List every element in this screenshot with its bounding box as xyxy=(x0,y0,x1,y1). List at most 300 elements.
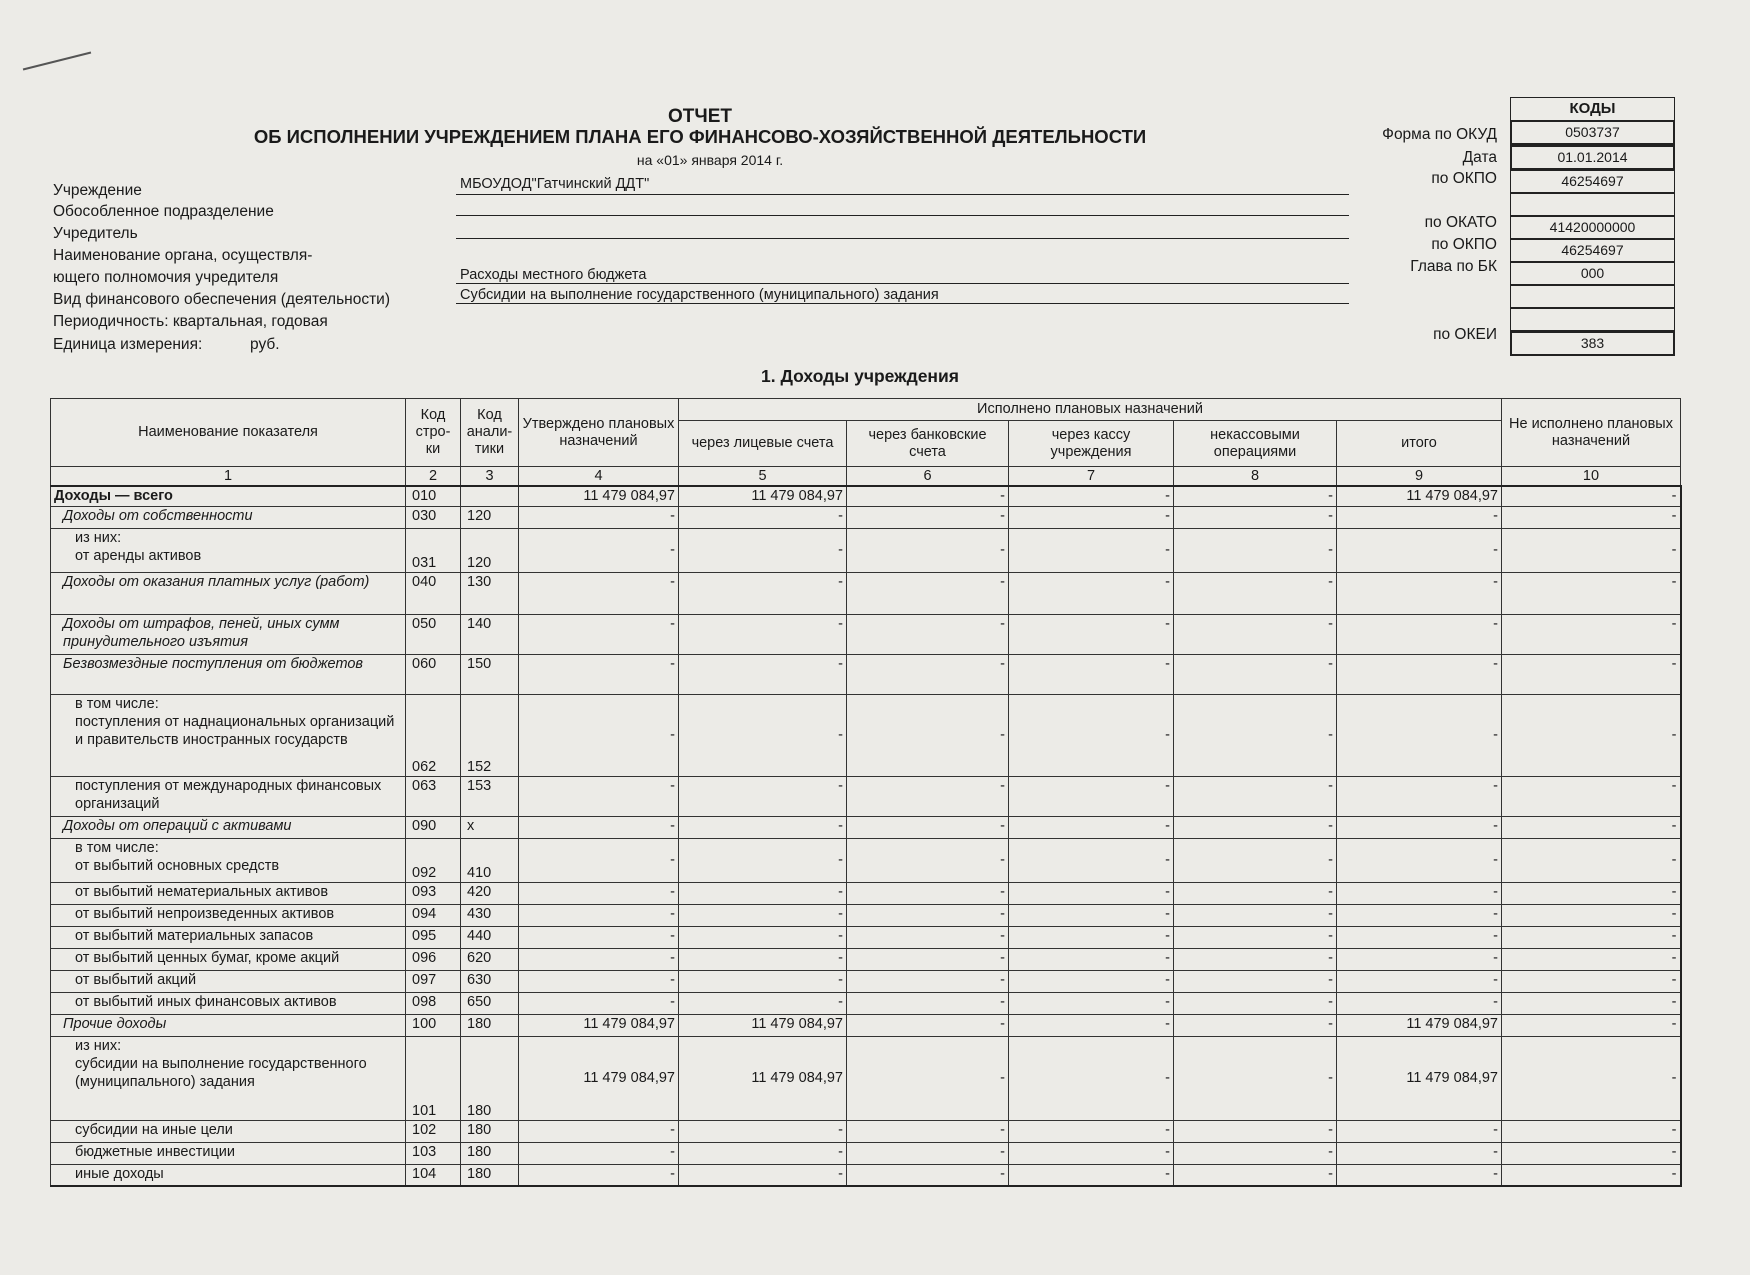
cell-v7: - xyxy=(1009,654,1174,694)
row-label: бюджетные инвестиции xyxy=(75,1143,235,1160)
cell-v5: 11 479 084,97 xyxy=(679,486,847,506)
row-code: 094 xyxy=(406,904,461,926)
code-label-date: Дата xyxy=(1462,149,1497,166)
table-row xyxy=(51,926,1681,948)
cell-v8: - xyxy=(1174,614,1337,654)
cell-v9: - xyxy=(1337,506,1502,528)
cell-v7: - xyxy=(1009,506,1174,528)
cell-v5: - xyxy=(679,1142,847,1164)
cell-v8: - xyxy=(1174,694,1337,776)
row-name xyxy=(51,506,406,528)
table-row xyxy=(51,882,1681,904)
cell-v4: - xyxy=(519,838,679,882)
cell-v6: - xyxy=(847,486,1009,506)
cell-v10: - xyxy=(1502,528,1681,572)
authority-label-2: ющего полномочия учредителя xyxy=(53,269,279,286)
row-code: 060 xyxy=(406,654,461,694)
pen-mark xyxy=(23,52,91,71)
cell-v4: - xyxy=(519,776,679,816)
cell-v10: - xyxy=(1502,506,1681,528)
cell-v5: - xyxy=(679,654,847,694)
cell-v4: - xyxy=(519,572,679,614)
code-date: 01.01.2014 xyxy=(1510,145,1675,170)
cell-v10: - xyxy=(1502,614,1681,654)
cell-v9: - xyxy=(1337,882,1502,904)
row-label: от выбытий материальных запасов xyxy=(75,927,314,944)
cell-v9: - xyxy=(1337,654,1502,694)
cell-v9: - xyxy=(1337,694,1502,776)
cell-v8: - xyxy=(1174,506,1337,528)
cell-v7: - xyxy=(1009,614,1174,654)
cell-v5: - xyxy=(679,948,847,970)
row-analytics: 153 xyxy=(461,776,519,816)
report-subtitle: ОБ ИСПОЛНЕНИИ УЧРЕЖДЕНИЕМ ПЛАНА ЕГО ФИНАНСОВО-ХОЗЯЙСТВЕННОЙ ДЕЯТЕЛЬНОСТИ xyxy=(253,126,1147,147)
founder-line xyxy=(456,238,1349,239)
row-code: 092 xyxy=(406,838,461,882)
head-approved: Утверждено плановых назначений xyxy=(519,399,679,467)
cell-v10: - xyxy=(1502,882,1681,904)
cell-v8: - xyxy=(1174,948,1337,970)
cell-v8: - xyxy=(1174,486,1337,506)
row-name xyxy=(51,1014,406,1036)
cell-v6: - xyxy=(847,614,1009,654)
cell-v6: - xyxy=(847,1014,1009,1036)
row-label: иные доходы xyxy=(75,1165,164,1182)
row-name xyxy=(51,776,406,816)
table-row xyxy=(51,816,1681,838)
cell-v4: 11 479 084,97 xyxy=(519,1014,679,1036)
cell-v8: - xyxy=(1174,838,1337,882)
cell-v8: - xyxy=(1174,882,1337,904)
cell-v5: - xyxy=(679,528,847,572)
cell-v4: - xyxy=(519,992,679,1014)
code-okpo: 46254697 xyxy=(1510,170,1675,193)
code-label-okpo: по ОКПО xyxy=(1431,170,1497,187)
cell-v5: - xyxy=(679,838,847,882)
cell-v6: - xyxy=(847,904,1009,926)
cell-v6: - xyxy=(847,948,1009,970)
row-prefix: из них: xyxy=(75,1037,122,1054)
row-name xyxy=(51,1164,406,1186)
cell-v7: - xyxy=(1009,486,1174,506)
cell-v5: 11 479 084,97 xyxy=(679,1036,847,1120)
row-code: 010 xyxy=(406,486,461,506)
row-analytics: х xyxy=(461,816,519,838)
cell-v10: - xyxy=(1502,1164,1681,1186)
row-analytics: 140 xyxy=(461,614,519,654)
row-name xyxy=(51,572,406,614)
row-name xyxy=(51,654,406,694)
cell-v4: - xyxy=(519,882,679,904)
code-label-okpo-2: по ОКПО xyxy=(1431,236,1497,253)
authority-line xyxy=(456,283,1349,284)
cell-v8: - xyxy=(1174,970,1337,992)
cell-v6: - xyxy=(847,506,1009,528)
row-analytics: 430 xyxy=(461,904,519,926)
cell-v4: - xyxy=(519,948,679,970)
code-okato: 41420000000 xyxy=(1510,216,1675,239)
cell-v6: - xyxy=(847,970,1009,992)
cell-v8: - xyxy=(1174,1120,1337,1142)
cell-v10: - xyxy=(1502,970,1681,992)
cell-v6: - xyxy=(847,882,1009,904)
cell-v9: - xyxy=(1337,992,1502,1014)
cell-v9: - xyxy=(1337,1164,1502,1186)
table-row xyxy=(51,1014,1681,1036)
row-analytics: 120 xyxy=(461,528,519,572)
cell-v8: - xyxy=(1174,528,1337,572)
row-name xyxy=(51,970,406,992)
finance-type-value: Субсидии на выполнение государственного (муниципального) задания xyxy=(460,287,939,303)
table-row xyxy=(51,838,1681,882)
row-analytics: 150 xyxy=(461,654,519,694)
code-empty-1 xyxy=(1510,193,1675,216)
code-bk: 000 xyxy=(1510,262,1675,285)
cell-v7: - xyxy=(1009,694,1174,776)
cell-v7: - xyxy=(1009,1142,1174,1164)
cell-v9: 11 479 084,97 xyxy=(1337,1036,1502,1120)
cell-v10: - xyxy=(1502,1142,1681,1164)
row-label: Доходы — всего xyxy=(54,488,173,504)
unit-value: руб. xyxy=(250,336,280,353)
cell-v7: - xyxy=(1009,1120,1174,1142)
cell-v7: - xyxy=(1009,882,1174,904)
row-analytics: 180 xyxy=(461,1142,519,1164)
cell-v9: 11 479 084,97 xyxy=(1337,1014,1502,1036)
row-code: 090 xyxy=(406,816,461,838)
cell-v8: - xyxy=(1174,1164,1337,1186)
cell-v6: - xyxy=(847,776,1009,816)
row-name xyxy=(51,528,406,572)
cell-v9: - xyxy=(1337,528,1502,572)
row-analytics: 120 xyxy=(461,506,519,528)
cell-v5: - xyxy=(679,970,847,992)
institution-line xyxy=(456,194,1349,195)
cell-v10: - xyxy=(1502,1014,1681,1036)
cell-v9: - xyxy=(1337,1142,1502,1164)
report-title: ОТЧЕТ xyxy=(667,106,732,127)
row-label: от выбытий акций xyxy=(75,971,197,988)
head-noncash: некассовыми операциями xyxy=(1174,421,1337,467)
cell-v5: - xyxy=(679,992,847,1014)
cell-v7: - xyxy=(1009,1014,1174,1036)
row-code: 062 xyxy=(406,694,461,776)
cell-v8: - xyxy=(1174,926,1337,948)
table-row xyxy=(51,970,1681,992)
row-name xyxy=(51,904,406,926)
row-code: 031 xyxy=(406,528,461,572)
cell-v8: - xyxy=(1174,1142,1337,1164)
unit-label: Единица измерения: xyxy=(53,336,203,353)
cell-v5: - xyxy=(679,1164,847,1186)
row-analytics: 180 xyxy=(461,1120,519,1142)
row-code: 102 xyxy=(406,1120,461,1142)
cell-v6: - xyxy=(847,654,1009,694)
cell-v10: - xyxy=(1502,904,1681,926)
cell-v7: - xyxy=(1009,572,1174,614)
row-name xyxy=(51,816,406,838)
cell-v9: - xyxy=(1337,926,1502,948)
table-row xyxy=(51,486,1681,506)
cell-v4: - xyxy=(519,816,679,838)
cell-v10: - xyxy=(1502,992,1681,1014)
cell-v10: - xyxy=(1502,1120,1681,1142)
cell-v7: - xyxy=(1009,816,1174,838)
cell-v8: - xyxy=(1174,1036,1337,1120)
cell-v4: - xyxy=(519,926,679,948)
row-code: 101 xyxy=(406,1036,461,1120)
table-row xyxy=(51,614,1681,654)
cell-v10: - xyxy=(1502,948,1681,970)
cell-v9: - xyxy=(1337,776,1502,816)
cell-v5: - xyxy=(679,926,847,948)
row-analytics: 410 xyxy=(461,838,519,882)
row-analytics: 620 xyxy=(461,948,519,970)
cell-v5: - xyxy=(679,1120,847,1142)
code-label-okud: Форма по ОКУД xyxy=(1382,126,1497,143)
authority-value: Расходы местного бюджета xyxy=(460,267,647,283)
cell-v9: 11 479 084,97 xyxy=(1337,486,1502,506)
row-label: Доходы от собственности xyxy=(63,507,253,524)
cell-v10: - xyxy=(1502,926,1681,948)
cell-v8: - xyxy=(1174,572,1337,614)
row-code: 063 xyxy=(406,776,461,816)
cell-v4: - xyxy=(519,506,679,528)
row-label: от выбытий иных финансовых активов xyxy=(75,993,337,1010)
codes-header: КОДЫ xyxy=(1510,97,1675,120)
cell-v7: - xyxy=(1009,1164,1174,1186)
section-title: 1. Доходы учреждения xyxy=(761,366,959,386)
table-row xyxy=(51,1120,1681,1142)
cell-v5: - xyxy=(679,572,847,614)
row-name xyxy=(51,1036,406,1120)
column-numbers-row xyxy=(51,467,1681,487)
row-label: поступления от международных финансовых организаций xyxy=(75,777,382,812)
table-row xyxy=(51,1164,1681,1186)
cell-v5: - xyxy=(679,816,847,838)
row-code: 103 xyxy=(406,1142,461,1164)
row-analytics: 440 xyxy=(461,926,519,948)
cell-v6: - xyxy=(847,1120,1009,1142)
head-not-executed: Не исполнено плановых назначений xyxy=(1502,399,1681,467)
row-code: 104 xyxy=(406,1164,461,1186)
cell-v7: - xyxy=(1009,904,1174,926)
head-via-cash: через кассу учреждения xyxy=(1009,421,1174,467)
cell-v6: - xyxy=(847,694,1009,776)
cell-v5: 11 479 084,97 xyxy=(679,1014,847,1036)
cell-v5: - xyxy=(679,904,847,926)
head-via-bank: через банковские счета xyxy=(847,421,1009,467)
col-num: 6 xyxy=(847,467,1009,487)
cell-v10: - xyxy=(1502,694,1681,776)
code-empty-2 xyxy=(1510,285,1675,308)
row-code: 098 xyxy=(406,992,461,1014)
cell-v7: - xyxy=(1009,992,1174,1014)
cell-v10: - xyxy=(1502,816,1681,838)
row-label: субсидии на иные цели xyxy=(75,1121,233,1138)
row-prefix: из них: xyxy=(75,529,122,546)
finance-type-line xyxy=(456,303,1349,304)
cell-v5: - xyxy=(679,614,847,654)
col-num: 9 xyxy=(1337,467,1502,487)
cell-v4: - xyxy=(519,970,679,992)
row-label: от выбытий непроизведенных активов xyxy=(75,905,335,922)
row-code: 097 xyxy=(406,970,461,992)
row-label: субсидии на выполнение государственного (муниципального) задания xyxy=(75,1055,367,1090)
row-code: 050 xyxy=(406,614,461,654)
row-name xyxy=(51,1142,406,1164)
row-label: Прочие доходы xyxy=(63,1015,167,1032)
cell-v9: - xyxy=(1337,1120,1502,1142)
cell-v5: - xyxy=(679,776,847,816)
row-analytics: 130 xyxy=(461,572,519,614)
head-code-row: Код стро- ки xyxy=(406,399,461,467)
table-row xyxy=(51,948,1681,970)
row-prefix: в том числе: xyxy=(75,839,159,856)
code-okpo-2: 46254697 xyxy=(1510,239,1675,262)
row-name xyxy=(51,614,406,654)
head-executed: Исполнено плановых назначений xyxy=(679,399,1502,421)
founder-label: Учредитель xyxy=(53,225,138,242)
cell-v7: - xyxy=(1009,926,1174,948)
cell-v10: - xyxy=(1502,838,1681,882)
head-via-accounts: через лицевые счета xyxy=(679,421,847,467)
row-label: Доходы от оказания платных услуг (работ) xyxy=(63,573,370,590)
row-code: 040 xyxy=(406,572,461,614)
cell-v4: 11 479 084,97 xyxy=(519,486,679,506)
cell-v4: - xyxy=(519,694,679,776)
row-prefix: в том числе: xyxy=(75,695,159,712)
institution-value: МБОУДОД"Гатчинский ДДТ" xyxy=(460,176,650,192)
report-date: на «01» января 2014 г. xyxy=(636,152,784,168)
row-name xyxy=(51,486,406,506)
row-analytics: 180 xyxy=(461,1164,519,1186)
head-name: Наименование показателя xyxy=(51,399,406,467)
cell-v4: - xyxy=(519,904,679,926)
row-name xyxy=(51,1120,406,1142)
row-analytics: 180 xyxy=(461,1014,519,1036)
cell-v6: - xyxy=(847,1036,1009,1120)
cell-v6: - xyxy=(847,926,1009,948)
cell-v4: 11 479 084,97 xyxy=(519,1036,679,1120)
row-analytics: 650 xyxy=(461,992,519,1014)
row-analytics xyxy=(461,486,519,506)
division-line xyxy=(456,215,1349,216)
table-row xyxy=(51,654,1681,694)
cell-v8: - xyxy=(1174,816,1337,838)
col-num: 1 xyxy=(51,467,406,487)
table-row xyxy=(51,1142,1681,1164)
row-analytics: 152 xyxy=(461,694,519,776)
head-code-analytics: Код анали- тики xyxy=(461,399,519,467)
row-label: от аренды активов xyxy=(75,547,202,564)
periodicity-label: Периодичность: квартальная, годовая xyxy=(53,313,328,330)
cell-v8: - xyxy=(1174,1014,1337,1036)
code-label-okei: по ОКЕИ xyxy=(1433,326,1497,343)
cell-v4: - xyxy=(519,528,679,572)
finance-type-label: Вид финансового обеспечения (деятельности) xyxy=(53,291,390,308)
cell-v6: - xyxy=(847,572,1009,614)
row-analytics: 630 xyxy=(461,970,519,992)
code-empty-3 xyxy=(1510,308,1675,331)
code-label-bk: Глава по БК xyxy=(1410,258,1497,275)
row-name xyxy=(51,992,406,1014)
row-label: от выбытий основных средств xyxy=(75,857,280,874)
row-label: Доходы от штрафов, пеней, иных сумм принудительного изъятия xyxy=(63,615,340,650)
code-label-okato: по ОКАТО xyxy=(1424,214,1497,231)
cell-v8: - xyxy=(1174,992,1337,1014)
col-num: 8 xyxy=(1174,467,1337,487)
table-row xyxy=(51,1036,1681,1120)
table-row xyxy=(51,992,1681,1014)
cell-v5: - xyxy=(679,882,847,904)
row-name xyxy=(51,882,406,904)
codes-box xyxy=(1510,97,1675,356)
cell-v7: - xyxy=(1009,948,1174,970)
income-table xyxy=(50,398,1682,1187)
col-num: 7 xyxy=(1009,467,1174,487)
row-analytics: 420 xyxy=(461,882,519,904)
cell-v7: - xyxy=(1009,776,1174,816)
row-label: поступления от наднациональных организаций и правительств иностранных государств xyxy=(75,713,395,748)
row-label: от выбытий ценных бумаг, кроме акций xyxy=(75,949,340,966)
row-label: от выбытий нематериальных активов xyxy=(75,883,329,900)
institution-label: Учреждение xyxy=(53,182,142,199)
table-row xyxy=(51,506,1681,528)
cell-v6: - xyxy=(847,1142,1009,1164)
cell-v9: - xyxy=(1337,816,1502,838)
cell-v8: - xyxy=(1174,654,1337,694)
table-row xyxy=(51,694,1681,776)
row-name xyxy=(51,838,406,882)
cell-v7: - xyxy=(1009,970,1174,992)
row-code: 100 xyxy=(406,1014,461,1036)
cell-v10: - xyxy=(1502,1036,1681,1120)
col-num: 2 xyxy=(406,467,461,487)
row-code: 030 xyxy=(406,506,461,528)
cell-v6: - xyxy=(847,838,1009,882)
row-name xyxy=(51,948,406,970)
row-code: 095 xyxy=(406,926,461,948)
row-code: 096 xyxy=(406,948,461,970)
cell-v9: - xyxy=(1337,838,1502,882)
row-label: Доходы от операций с активами xyxy=(63,817,292,834)
col-num: 10 xyxy=(1502,467,1681,487)
division-label: Обособленное подразделение xyxy=(53,203,274,220)
cell-v8: - xyxy=(1174,776,1337,816)
cell-v6: - xyxy=(847,816,1009,838)
code-okei: 383 xyxy=(1510,331,1675,356)
cell-v7: - xyxy=(1009,838,1174,882)
cell-v10: - xyxy=(1502,486,1681,506)
cell-v6: - xyxy=(847,1164,1009,1186)
cell-v9: - xyxy=(1337,948,1502,970)
cell-v4: - xyxy=(519,1142,679,1164)
cell-v5: - xyxy=(679,694,847,776)
cell-v9: - xyxy=(1337,572,1502,614)
cell-v10: - xyxy=(1502,572,1681,614)
row-code: 093 xyxy=(406,882,461,904)
cell-v9: - xyxy=(1337,970,1502,992)
code-okud: 0503737 xyxy=(1510,120,1675,145)
authority-label-1: Наименование органа, осуществля- xyxy=(53,247,313,264)
table-row xyxy=(51,776,1681,816)
col-num: 4 xyxy=(519,467,679,487)
cell-v6: - xyxy=(847,528,1009,572)
table-row xyxy=(51,572,1681,614)
cell-v5: - xyxy=(679,506,847,528)
cell-v7: - xyxy=(1009,528,1174,572)
